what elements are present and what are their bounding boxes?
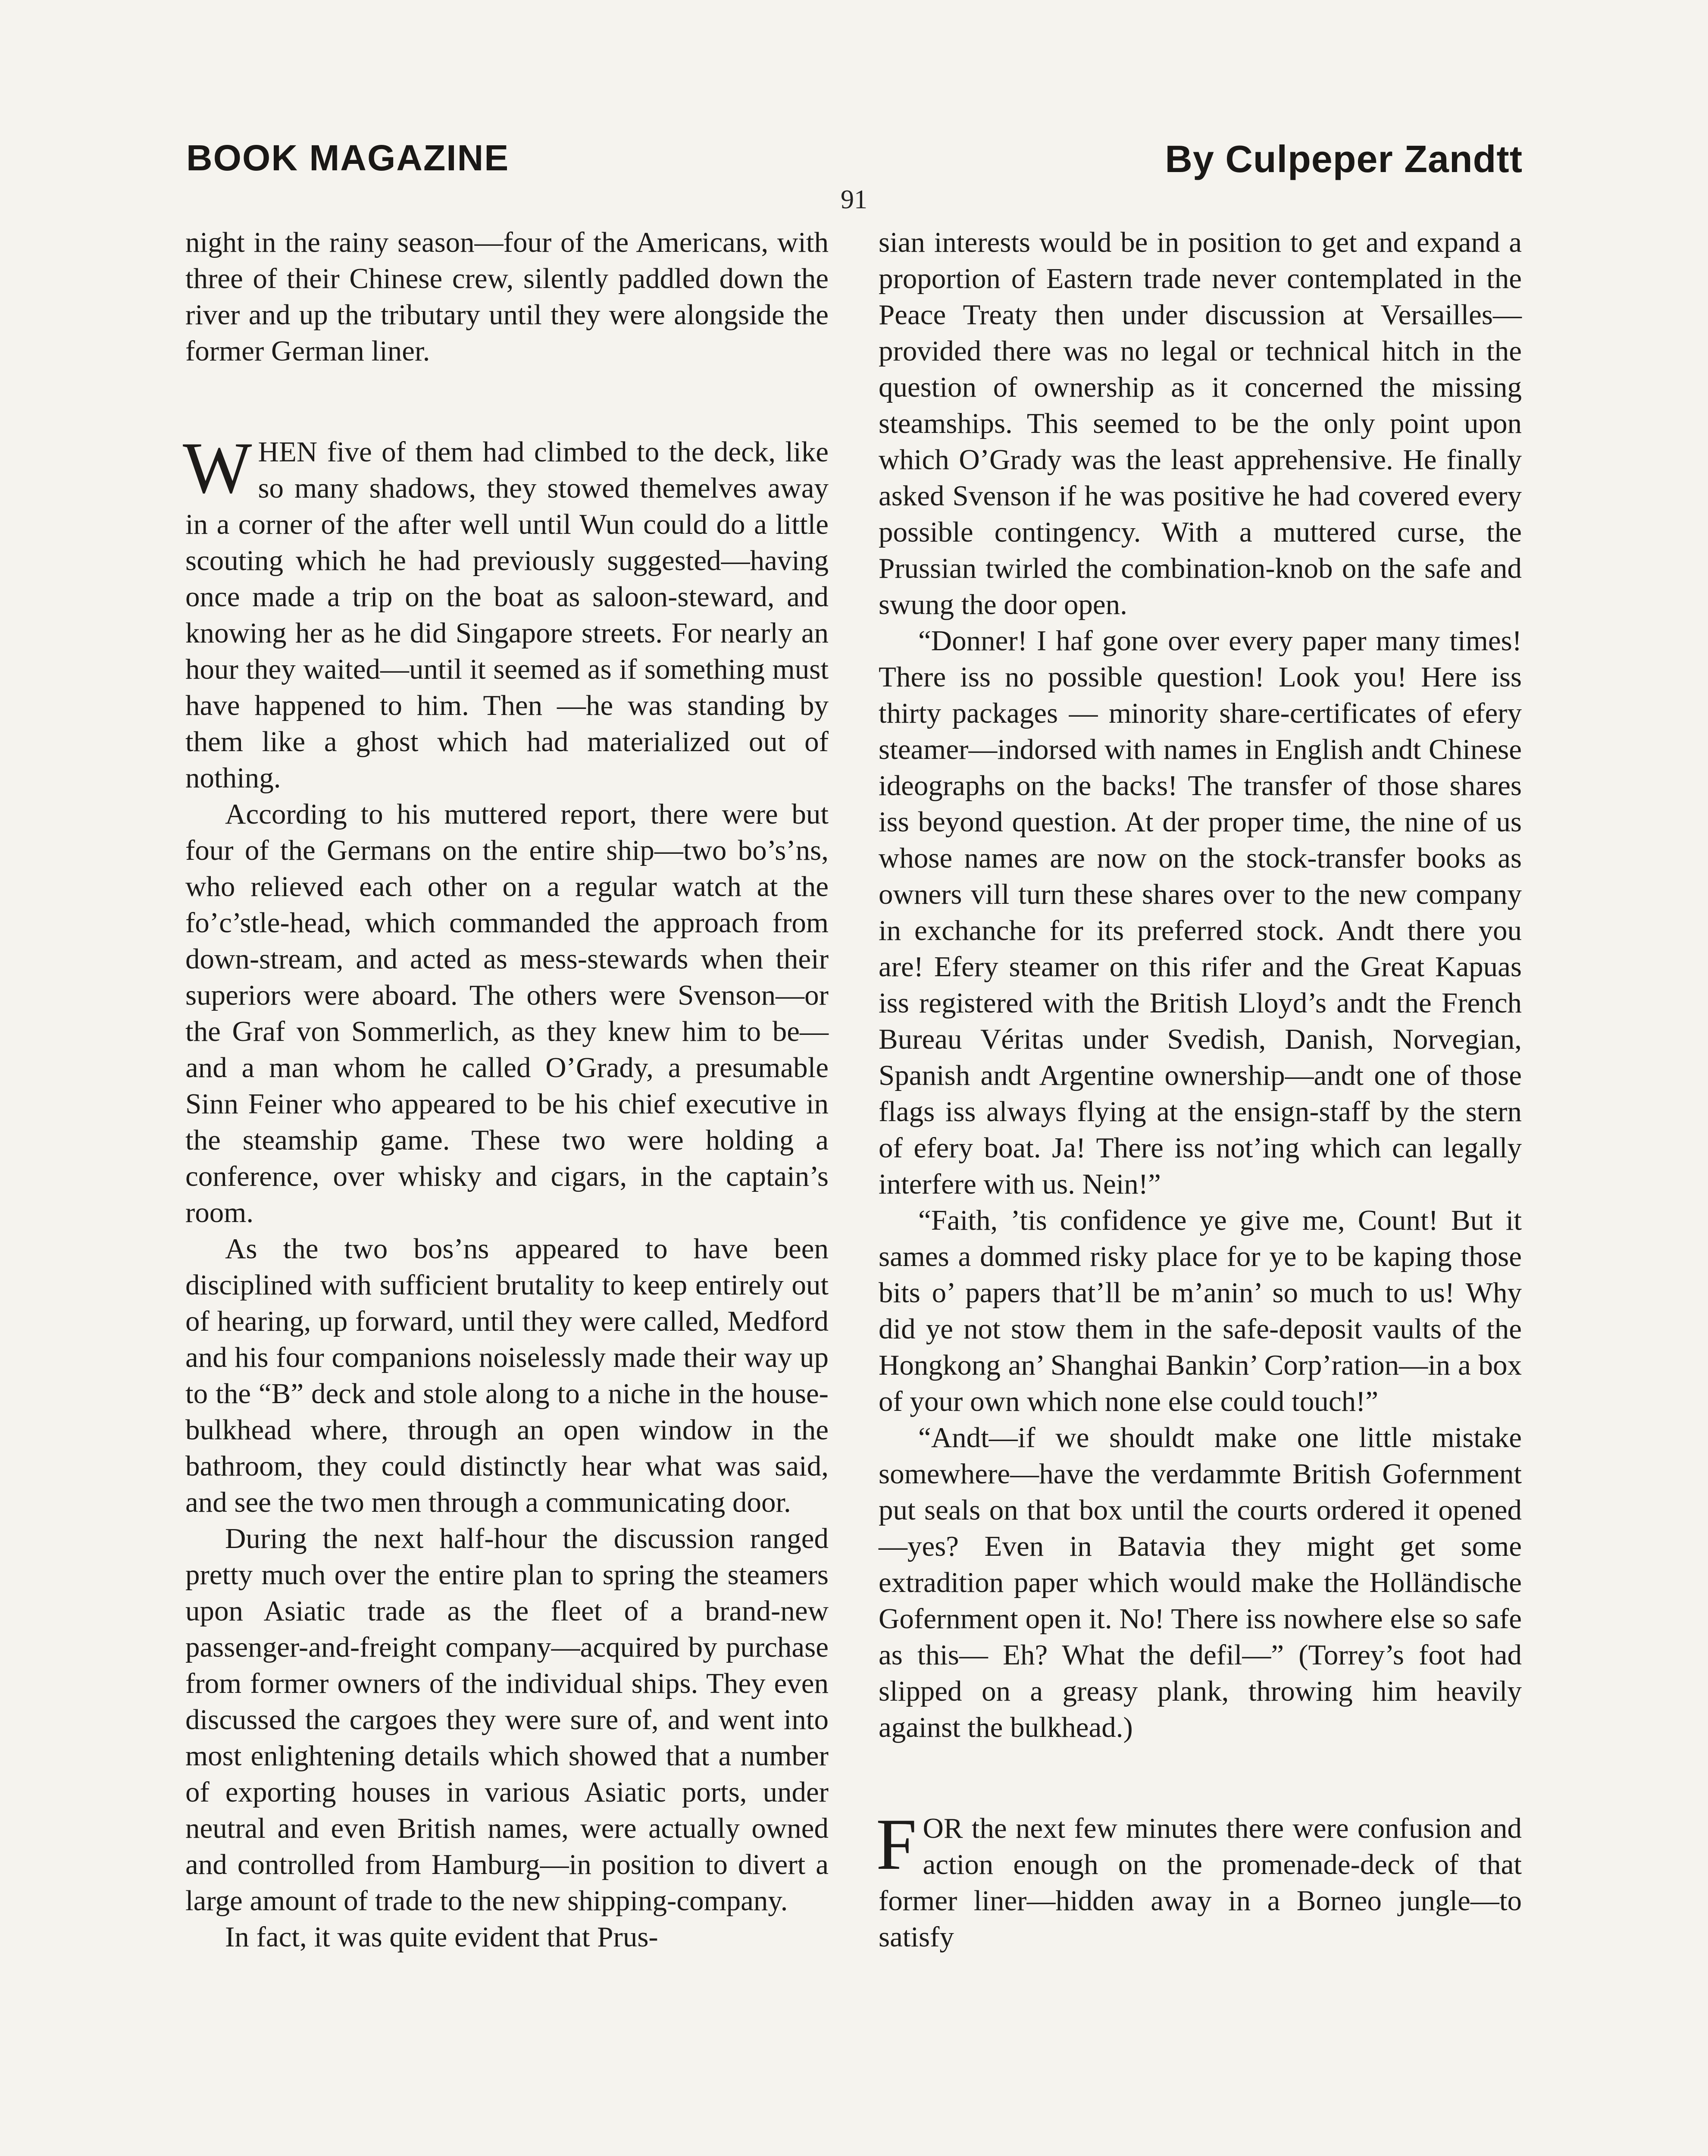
- paragraph: During the next half-hour the discussion ranged pretty much over the entire plan to spring the steamers upon Asiatic trade as the fleet of a brand-new passenger-and-freight company—acquired by purchase from former owners of the individual ships. They even discussed the cargoes they were sure of, and went into most enlightening details which showed that a number of exporting houses in various Asiatic ports, under neutral and even British names, were actually owned and controlled from Hamburg—in position to divert a large amount of trade to the new shipping-company.: [185, 1523, 829, 1917]
- paragraph-drop-cap: [183, 427, 829, 796]
- paragraph: In fact, it was quite evident that Prus-: [225, 1921, 658, 1953]
- running-header-magazine: BOOK MAGAZINE: [186, 138, 510, 178]
- text-column-left: [185, 224, 829, 1955]
- drop-cap-letter: F: [876, 1804, 917, 1885]
- text-column-right: [876, 224, 1522, 1955]
- paragraph: According to his muttered report, there were but four of the Germans on the entire ship—two bo’s’ns, who relieved each other on a regular watch at the fo’c’stle-head, which commanded the approach from down-stream, and acted as mess-stewards when their superiors were aboard. The others were Svenson—or the Graf von Sommerlich, as they knew him to be—and a man whom he called O’Grady, a presumable Sinn Feiner who appeared to be his chief executive in the steamship game. These two were holding a conference, over whisky and cigars, in the captain’s room.: [185, 798, 829, 1228]
- paragraph-drop-cap: [876, 1804, 1522, 1955]
- drop-cap-letter: W: [183, 427, 252, 508]
- paragraph: sian interests would be in position to get and expand a proportion of Eastern trade never contemplated in the Peace Treaty then under discussion at Versailles—provided there was no legal or technical hitch in the question of ownership as it concerned the missing steamships. This seemed to be the only point upon which O’Grady was the least apprehensive. He finally asked Svenson if he was positive he had covered every possible contingency. With a muttered curse, the Prussian twirled the combination-knob on the safe and swung the door open.: [879, 226, 1522, 620]
- paragraph-text: OR the next few minutes there were confusion and action enough on the promenade-deck of that former liner—hidden away in a Borneo jungle—to satisfy: [879, 1812, 1522, 1953]
- paragraph: night in the rainy season—four of the Americans, with three of their Chinese crew, silently paddled down the river and up the tributary until they were alongside the former German liner.: [185, 226, 829, 367]
- running-header-author: By Culpeper Zandtt: [1165, 138, 1523, 180]
- paragraph: “Andt—if we shouldt make one little mistake somewhere—have the verdammte British Gofernment put seals on that box until the courts ordered it opened—yes? Even in Batavia they might get some extradition paper which would make the Holländische Gofernment open it. No! There iss nowhere else so safe as this— Eh? What the defil—” (Torrey’s foot had slipped on a greasy plank, throwing him heavily against the bulkhead.): [879, 1422, 1522, 1743]
- page-number: 91: [841, 185, 867, 214]
- paragraph: As the two bos’ns appeared to have been disciplined with sufficient brutality to keep entirely out of hearing, up forward, until they were called, Medford and his four companions noiselessly made their way up to the “B” deck and stole along to a niche in the house-bulkhead where, through an open window in the bathroom, they could distinctly hear what was said, and see the two men through a communicating door.: [185, 1233, 829, 1518]
- paragraph-text: HEN five of them had climbed to the deck, like so many shadows, they stowed themelves away in a corner of the after well until Wun could do a little scouting which he had previously suggested—having once made a trip on the boat as saloon-steward, and knowing her as he did Singapore streets. For nearly an hour they waited—until it seemed as if something must have happened to him. Then —he was standing by them like a ghost which had materialized out of nothing.: [185, 436, 829, 794]
- paragraph: “Donner! I haf gone over every paper many times! There iss no possible question! Look you! Here iss thirty packages — minority share-certificates of efery steamer—indorsed with names in English andt Chinese ideographs on the backs! The transfer of those shares iss beyond question. At der proper time, the nine of us whose names are now on the stock-transfer books as owners vill turn these shares over to the new company in exchanche for its preferred stock. Andt there you are! Efery steamer on this rifer and the Great Kapuas iss registered with the British Lloyd’s andt the French Bureau Véritas under Svedish, Danish, Norvegian, Spanish andt Argentine ownership—andt one of those flags iss always flying at the ensign-staff by the stern of efery boat. Ja! There iss not’ing which can legally interfere with us. Nein!”: [879, 625, 1522, 1200]
- paragraph: “Faith, ’tis confidence ye give me, Count! But it sames a dommed risky place for ye to be kaping those bits o’ papers that’ll be m’anin’ so much to us! Why did ye not stow them in the safe-deposit vaults of the Hongkong an’ Shanghai Bankin’ Corp’ration—in a box of your own which none else could touch!”: [879, 1204, 1522, 1417]
